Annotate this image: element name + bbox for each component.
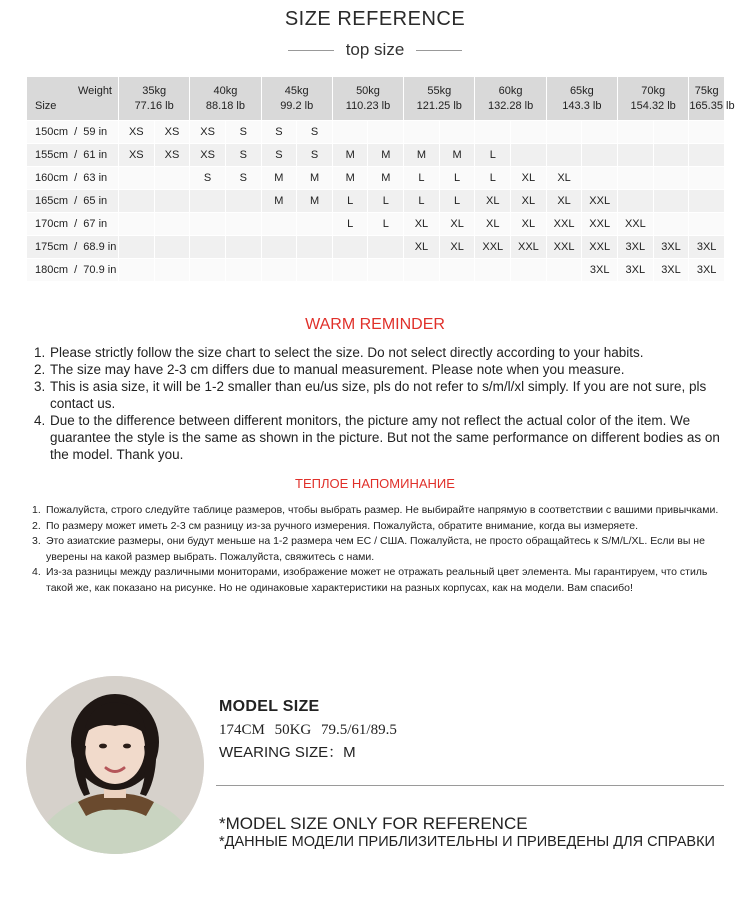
size-cell: 3XL [653, 236, 689, 259]
size-cell: XL [511, 167, 547, 190]
size-cell [119, 236, 155, 259]
weight-lb: 121.25 lb [416, 99, 462, 112]
size-cell [190, 236, 226, 259]
weight-header [618, 77, 689, 121]
divider [216, 785, 724, 786]
size-cell [653, 167, 689, 190]
table-row [27, 259, 725, 282]
weight-kg: 40kg [213, 84, 238, 97]
weight-lb: 132.28 lb [487, 99, 534, 112]
size-cell: M [368, 167, 404, 190]
size-cell: L [439, 190, 475, 213]
weight-header [119, 77, 190, 121]
size-cell [582, 144, 618, 167]
table-row [27, 213, 725, 236]
reminder-ru-number: 3. [32, 535, 41, 547]
weight-lb: 143.3 lb [562, 99, 602, 112]
weight-kg: 65kg [569, 84, 594, 97]
size-cell: XL [439, 236, 475, 259]
size-cell: XXL [582, 236, 618, 259]
size-cell: XL [511, 190, 547, 213]
reminder-number: 3. [34, 379, 46, 394]
weight-lb: 110.23 lb [345, 99, 391, 112]
size-cell: L [332, 190, 368, 213]
reminder-ru-item [32, 519, 724, 535]
weight-header [404, 77, 475, 121]
height-label: 160cm / 63 in [27, 167, 119, 190]
reminder-ru-item [32, 503, 724, 519]
table-header-row [27, 77, 725, 121]
size-cell [653, 144, 689, 167]
size-cell: S [297, 121, 333, 144]
size-cell: M [332, 144, 368, 167]
reminder-ru-text: По размеру может иметь 2-3 см разницу из-за ручного измерения. Пожалуйста, обратите внимание, когда вы измеряете. [46, 519, 639, 532]
size-cell: XS [119, 121, 155, 144]
weight-kg: 70kg [641, 84, 666, 97]
size-cell [190, 213, 226, 236]
size-cell: XXL [618, 213, 654, 236]
table-row [27, 167, 725, 190]
size-cell [368, 236, 404, 259]
size-cell: XL [546, 167, 582, 190]
subtitle-rule-right [416, 50, 462, 51]
size-cell: L [368, 190, 404, 213]
reminder-ru-item [32, 565, 724, 596]
size-cell [618, 167, 654, 190]
size-cell [154, 167, 190, 190]
size-cell [689, 190, 725, 213]
size-cell: 3XL [689, 259, 725, 282]
size-cell [119, 213, 155, 236]
size-cell [297, 259, 333, 282]
size-cell [119, 167, 155, 190]
size-cell [511, 121, 547, 144]
weight-header [475, 77, 546, 121]
size-cell: XS [154, 121, 190, 144]
size-cell [368, 121, 404, 144]
subtitle-row [0, 40, 750, 60]
size-cell: M [332, 167, 368, 190]
size-cell: XXL [546, 236, 582, 259]
size-cell: L [475, 144, 511, 167]
size-cell [582, 121, 618, 144]
size-cell [511, 259, 547, 282]
size-cell [475, 121, 511, 144]
size-cell: XS [119, 144, 155, 167]
weight-lb: 99.2 lb [280, 99, 314, 112]
size-cell [618, 190, 654, 213]
reminder-ru-text: Это азиатские размеры, они будут меньше на 1-2 размера чем ЕС / США. Пожалуйста, не просто обращайтесь к S/M/L/XL. Если вы не уверены на какой размер выбрать. Пожалуйста, свяжитесь с нами. [46, 535, 705, 563]
size-cell: XXL [582, 190, 618, 213]
reminder-item [34, 378, 724, 412]
size-cell: 3XL [689, 236, 725, 259]
size-cell [225, 213, 261, 236]
size-cell: XL [404, 213, 440, 236]
size-cell: M [297, 190, 333, 213]
size-cell [154, 259, 190, 282]
size-cell: 3XL [618, 236, 654, 259]
size-cell [225, 236, 261, 259]
size-cell [404, 259, 440, 282]
model-disclaimer-ru: *ДАННЫЕ МОДЕЛИ ПРИБЛИЗИТЕЛЬНЫ И ПРИВЕДЕНЫ ДЛЯ СПРАВКИ [219, 834, 715, 850]
size-cell: L [439, 167, 475, 190]
reminder-item [34, 412, 724, 463]
size-cell: XXL [582, 213, 618, 236]
model-disclaimer-en: *MODEL SIZE ONLY FOR REFERENCE [219, 814, 528, 833]
size-cell: L [475, 167, 511, 190]
size-cell [332, 121, 368, 144]
size-cell [439, 121, 475, 144]
model-wearing-size: WEARING SIZE：M [219, 744, 356, 761]
size-cell: S [261, 121, 297, 144]
height-label: 150cm / 59 in [27, 121, 119, 144]
size-cell [689, 167, 725, 190]
size-cell [689, 144, 725, 167]
size-cell: XL [404, 236, 440, 259]
weight-kg: 35kg [142, 84, 167, 97]
size-cell: M [404, 144, 440, 167]
weight-header [261, 77, 332, 121]
size-cell [546, 121, 582, 144]
size-cell [439, 259, 475, 282]
reminder-item [34, 361, 724, 378]
size-cell [689, 213, 725, 236]
size-cell: XL [546, 190, 582, 213]
size-cell [154, 190, 190, 213]
size-cell [653, 121, 689, 144]
table-row [27, 121, 725, 144]
size-cell: XL [475, 213, 511, 236]
size-cell [190, 190, 226, 213]
reminder-ru-number: 1. [32, 504, 41, 516]
size-cell: S [297, 144, 333, 167]
weight-kg: 75kg [694, 84, 719, 97]
size-cell [297, 236, 333, 259]
corner-size-label: Size [35, 100, 57, 112]
reminder-number: 4. [34, 413, 46, 428]
size-cell: S [261, 144, 297, 167]
reminder-ru-text: Из-за разницы между различными мониторами, изображение может не отражать реальный цвет элемента. Мы гарантируем, что стиль такой же, как показано на рисунке. Но не одинаковые характеристики на разных корпусах, как на модели. Вам спасибо! [46, 566, 708, 594]
table-row [27, 190, 725, 213]
size-cell: XXL [511, 236, 547, 259]
size-cell: M [261, 190, 297, 213]
size-cell [154, 236, 190, 259]
height-label: 175cm / 68.9 in [27, 236, 119, 259]
size-cell [154, 213, 190, 236]
size-cell [261, 259, 297, 282]
size-cell [546, 144, 582, 167]
size-cell [618, 121, 654, 144]
size-cell: S [225, 121, 261, 144]
weight-lb: 77.16 lb [134, 99, 174, 112]
height-label: 165cm / 65 in [27, 190, 119, 213]
weight-header [546, 77, 617, 121]
reminder-text: Please strictly follow the size chart to select the size. Do not select directly according to your habits. [50, 345, 644, 360]
warm-reminder-list [34, 344, 724, 463]
size-cell [297, 213, 333, 236]
size-cell [546, 259, 582, 282]
weight-lb: 88.18 lb [205, 99, 245, 112]
size-cell: 3XL [653, 259, 689, 282]
weight-header [332, 77, 403, 121]
size-cell [511, 144, 547, 167]
model-size-title: MODEL SIZE [219, 698, 320, 715]
size-cell [332, 259, 368, 282]
size-table [26, 76, 735, 282]
reminder-ru-number: 2. [32, 519, 41, 532]
reminder-number: 2. [34, 362, 46, 377]
size-cell: L [404, 190, 440, 213]
size-cell [261, 213, 297, 236]
weight-kg: 45kg [284, 84, 309, 97]
size-cell [689, 121, 725, 144]
size-cell: S [225, 167, 261, 190]
size-cell: L [368, 213, 404, 236]
size-cell: 3XL [618, 259, 654, 282]
size-cell: M [368, 144, 404, 167]
warm-reminder-ru-list [32, 503, 724, 596]
size-cell: XS [190, 144, 226, 167]
size-cell [261, 236, 297, 259]
subtitle-rule-left [288, 50, 334, 51]
size-cell [404, 121, 440, 144]
size-cell: XS [154, 144, 190, 167]
size-cell: M [297, 167, 333, 190]
size-cell: M [261, 167, 297, 190]
height-label: 155cm / 61 in [27, 144, 119, 167]
reminder-ru-text: Пожалуйста, строго следуйте таблице размеров, чтобы выбрать размер. Не выбирайте напрямую в соответствии с вашими привычками. [46, 504, 719, 516]
size-cell [653, 190, 689, 213]
reminder-text: Due to the difference between different monitors, the picture amy not reflect the actual color of the item. We guarantee the style is the same as shown in the picture. But not the same performance on different bodies as on the model. Thank you. [50, 413, 720, 462]
size-cell [225, 190, 261, 213]
size-cell: XXL [546, 213, 582, 236]
weight-header [689, 77, 735, 121]
weight-kg: 60kg [498, 84, 523, 97]
model-measurements: 174CM 50KG 79.5/61/89.5 [219, 722, 397, 738]
weight-kg: 50kg [356, 84, 380, 97]
reminder-ru-item [32, 534, 724, 565]
warm-reminder-title: WARM REMINDER [305, 316, 445, 333]
size-cell [653, 213, 689, 236]
size-cell [225, 259, 261, 282]
size-cell: XL [475, 190, 511, 213]
weight-lb: 165.35 lb [689, 99, 735, 112]
table-row [27, 236, 725, 259]
warm-reminder-ru-title: ТЕПЛОЕ НАПОМИНАНИЕ [295, 476, 455, 491]
size-cell [582, 167, 618, 190]
size-cell [332, 236, 368, 259]
subtitle: top size [345, 40, 405, 59]
reminder-number: 1. [34, 345, 46, 360]
size-cell: M [439, 144, 475, 167]
height-label: 180cm / 70.9 in [27, 259, 119, 282]
weight-lb: 154.32 lb [630, 99, 676, 112]
size-cell [119, 190, 155, 213]
page-title: SIZE REFERENCE [284, 8, 466, 30]
size-cell [368, 259, 404, 282]
size-cell: XL [511, 213, 547, 236]
size-cell: S [190, 167, 226, 190]
size-cell [119, 259, 155, 282]
size-cell: S [225, 144, 261, 167]
size-cell: XXL [475, 236, 511, 259]
size-cell [190, 259, 226, 282]
reminder-text: The size may have 2-3 cm differs due to manual measurement. Please note when you measure. [50, 362, 625, 377]
weight-header [190, 77, 261, 121]
size-cell [618, 144, 654, 167]
weight-kg: 55kg [427, 84, 452, 97]
reminder-text: This is asia size, it will be 1-2 smaller than eu/us size, pls do not refer to s/m/l/xl simply. If you are not sure, pls contact us. [50, 379, 707, 411]
table-corner [27, 77, 119, 121]
size-cell: 3XL [582, 259, 618, 282]
reminder-item [34, 344, 724, 361]
size-cell: L [404, 167, 440, 190]
model-photo [26, 676, 204, 854]
table-row [27, 144, 725, 167]
height-label: 170cm / 67 in [27, 213, 119, 236]
size-cell: XL [439, 213, 475, 236]
size-cell [475, 259, 511, 282]
reminder-ru-number: 4. [32, 566, 41, 578]
size-cell: L [332, 213, 368, 236]
corner-weight-label: Weight [77, 85, 112, 97]
size-cell: XS [190, 121, 226, 144]
